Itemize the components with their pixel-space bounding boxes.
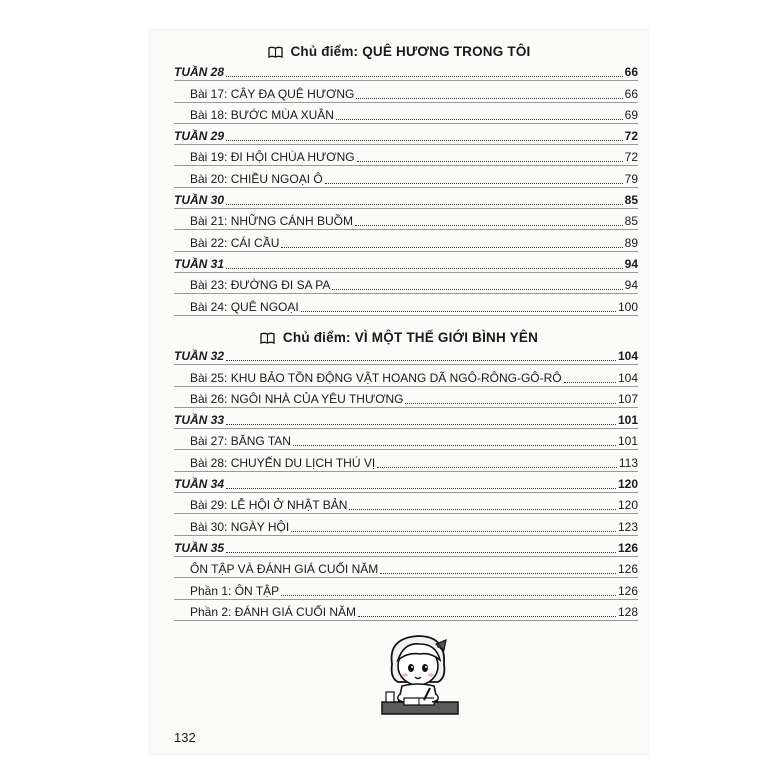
section-lead: Chủ điểm: <box>290 44 359 59</box>
toc-title: Phần 1: ÔN TẬP <box>190 583 280 598</box>
dot-leader <box>349 508 616 510</box>
toc-page: 113 <box>618 455 638 470</box>
dot-leader <box>226 267 623 269</box>
dot-leader <box>332 288 622 290</box>
toc-lesson-row[interactable] <box>174 273 638 294</box>
toc-title: Bài 28: CHUYẾN DU LỊCH THÚ VỊ <box>190 455 376 470</box>
dot-leader <box>357 160 623 162</box>
toc-title: Bài 18: BƯỚC MÙA XUÂN <box>190 107 334 122</box>
dot-leader <box>226 203 623 205</box>
toc-title: Bài 30: NGÀY HỘI <box>190 519 290 534</box>
dot-leader <box>226 551 616 553</box>
toc-title: Bài 29: LỄ HỘI Ở NHẬT BẢN <box>190 498 348 513</box>
dot-leader <box>281 594 616 596</box>
toc-week-row[interactable] <box>174 344 638 365</box>
toc-page: 72 <box>624 129 638 144</box>
toc-title: Bài 26: NGÔI NHÀ CỦA YÊU THƯƠNG <box>190 391 404 406</box>
toc-lesson-row[interactable] <box>174 230 638 251</box>
toc-lesson-row[interactable] <box>174 429 638 450</box>
toc-week-row[interactable] <box>174 536 638 557</box>
toc-lesson-row[interactable] <box>174 166 638 187</box>
toc-lesson-row[interactable] <box>174 387 638 408</box>
toc-title: TUẦN 28 <box>174 65 225 80</box>
toc-title: Bài 24: QUÊ NGOẠI <box>190 299 299 314</box>
dot-leader <box>226 423 616 425</box>
toc-title: Bài 17: CÂY ĐA QUÊ HƯƠNG <box>190 86 355 101</box>
toc-title: Bài 25: KHU BẢO TỒN ĐỘNG VẬT HOANG DÃ NGÔ-RÔNG-GÔ-RÔ <box>190 370 562 385</box>
toc-page: 69 <box>624 107 638 122</box>
toc-page: 66 <box>624 65 638 80</box>
dot-leader <box>301 310 616 312</box>
dot-leader <box>293 444 616 446</box>
toc-title: TUẦN 33 <box>174 413 225 428</box>
toc-page: 128 <box>617 604 638 619</box>
toc-page: 101 <box>617 413 638 428</box>
toc-week-row[interactable] <box>174 60 638 81</box>
dot-leader <box>226 75 623 77</box>
toc-lesson-row[interactable] <box>174 81 638 102</box>
toc-title: TUẦN 31 <box>174 256 225 271</box>
toc-page: 66 <box>624 86 638 101</box>
toc-page: 107 <box>617 391 638 406</box>
toc-lesson-row[interactable] <box>174 145 638 166</box>
toc-title: Bài 27: BĂNG TAN <box>190 434 291 449</box>
toc-page: 79 <box>624 171 638 186</box>
toc-page: 120 <box>617 498 638 513</box>
toc-page: 85 <box>624 193 638 208</box>
toc-page: 72 <box>624 150 638 165</box>
book-page <box>150 30 648 754</box>
dot-leader <box>281 246 622 248</box>
toc-lesson-row[interactable] <box>174 557 638 578</box>
dot-leader <box>291 530 616 532</box>
toc-title: Bài 23: ĐƯỜNG ĐI SA PA <box>190 278 331 293</box>
toc-lesson-row[interactable] <box>174 365 638 386</box>
section-name: QUÊ HƯƠNG TRONG TÔI <box>362 44 531 59</box>
toc-week-row[interactable] <box>174 188 638 209</box>
toc-title: Phần 2: ĐÁNH GIÁ CUỐI NĂM <box>190 604 357 619</box>
toc-page: 104 <box>617 370 638 385</box>
toc-title: Bài 20: CHIỀU NGOẠI Ô <box>190 171 323 186</box>
toc-page: 85 <box>624 214 638 229</box>
toc-lesson-row[interactable] <box>174 209 638 230</box>
dot-leader <box>226 359 616 361</box>
toc-page: 123 <box>617 519 638 534</box>
section-lead: Chủ điểm: <box>282 330 351 345</box>
toc-title: TUẦN 30 <box>174 193 225 208</box>
toc-title: Bài 21: NHỮNG CÁNH BUỒM <box>190 214 353 229</box>
toc-week-row[interactable] <box>174 124 638 145</box>
toc-title: Bài 22: CÁI CẦU <box>190 235 280 250</box>
toc-page: 94 <box>624 256 638 271</box>
girl-writing-illustration <box>374 630 466 731</box>
page-number: 132 <box>174 730 196 745</box>
toc-lesson-row[interactable] <box>174 514 638 535</box>
dot-leader <box>325 182 623 184</box>
toc-list <box>174 344 638 621</box>
toc-page: 120 <box>617 477 638 492</box>
toc-lesson-row[interactable] <box>174 600 638 621</box>
dot-leader <box>336 118 623 120</box>
section-title <box>150 44 648 61</box>
toc-lesson-row[interactable] <box>174 578 638 599</box>
toc-list <box>174 60 638 316</box>
toc-lesson-row[interactable] <box>174 450 638 471</box>
toc-lesson-row[interactable] <box>174 493 638 514</box>
toc-title: ÔN TẬP VÀ ĐÁNH GIÁ CUỐI NĂM <box>190 562 379 577</box>
open-book-icon <box>268 46 283 61</box>
toc-lesson-row[interactable] <box>174 103 638 124</box>
toc-page: 101 <box>617 434 638 449</box>
toc-week-row[interactable] <box>174 472 638 493</box>
toc-page: 126 <box>617 562 638 577</box>
dot-leader <box>358 615 616 617</box>
dot-leader <box>356 97 622 99</box>
toc-page: 104 <box>617 349 638 364</box>
toc-title: TUẦN 32 <box>174 349 225 364</box>
dot-leader <box>355 224 623 226</box>
toc-page: 89 <box>624 235 638 250</box>
toc-week-row[interactable] <box>174 408 638 429</box>
toc-title: TUẦN 35 <box>174 540 225 555</box>
toc-title: TUẦN 34 <box>174 477 225 492</box>
toc-page: 94 <box>624 278 638 293</box>
dot-leader <box>226 139 623 141</box>
dot-leader <box>380 572 616 574</box>
dot-leader <box>405 402 615 404</box>
toc-week-row[interactable] <box>174 252 638 273</box>
dot-leader <box>564 381 616 383</box>
section-name: VÌ MỘT THẾ GIỚI BÌNH YÊN <box>354 330 539 345</box>
toc-title: Bài 19: ĐI HỘI CHÙA HƯƠNG <box>190 150 355 165</box>
dot-leader <box>226 487 616 489</box>
toc-title: TUẦN 29 <box>174 129 225 144</box>
toc-lesson-row[interactable] <box>174 294 638 315</box>
dot-leader <box>377 466 617 468</box>
toc-page: 100 <box>617 299 638 314</box>
toc-page: 126 <box>617 540 638 555</box>
toc-page: 126 <box>617 583 638 598</box>
